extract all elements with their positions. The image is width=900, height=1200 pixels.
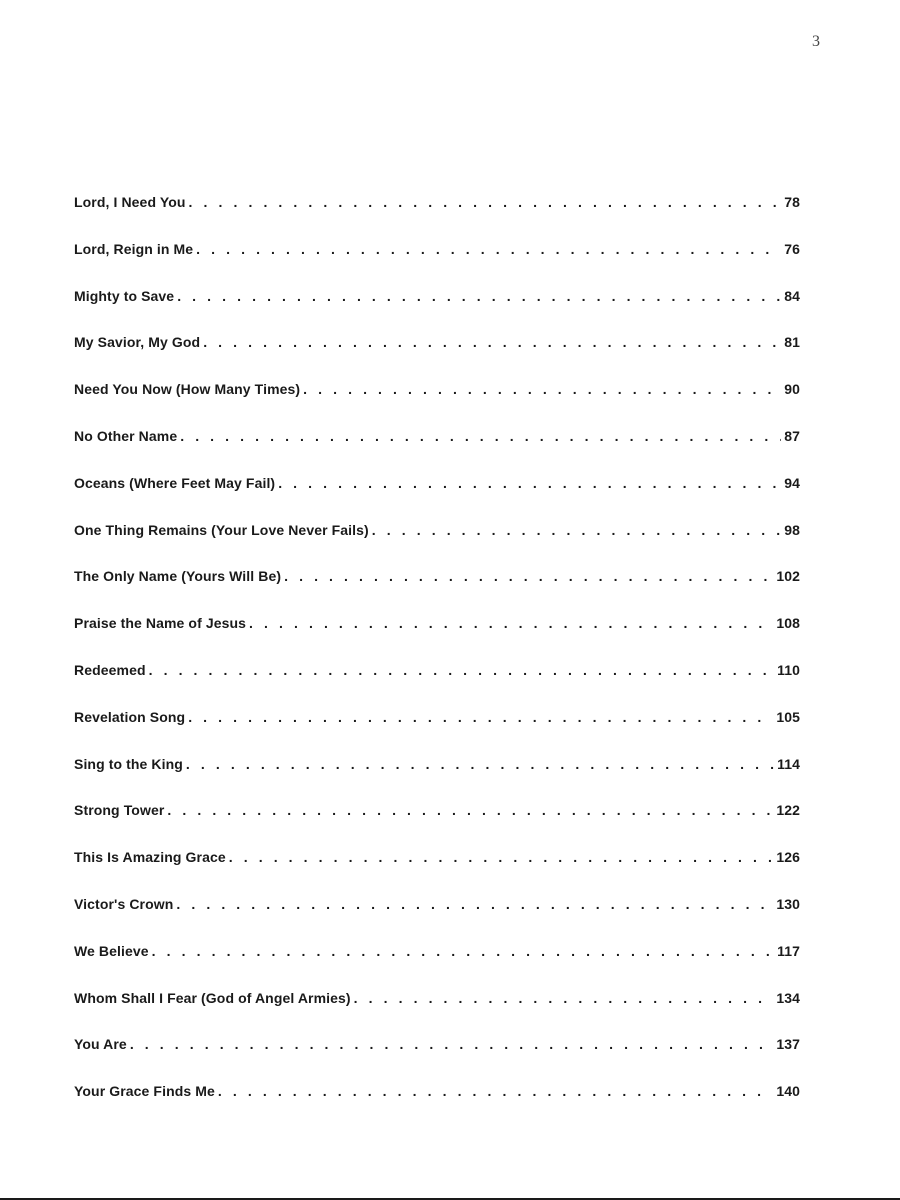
toc-entry-title: My Savior, My God [74,334,201,351]
toc-entry-page: 140 [776,1083,800,1100]
toc-entry[interactable] [74,943,800,990]
dot-leader [176,896,773,912]
toc-entry[interactable] [74,615,800,662]
toc-entry-page: 130 [776,895,800,912]
dot-leader [372,522,781,538]
toc-entry[interactable] [74,241,800,288]
toc-entry-page: 105 [776,708,800,725]
toc-entry[interactable] [74,334,800,381]
toc-entry[interactable] [74,194,800,241]
dot-leader [218,1083,773,1099]
toc-entry[interactable] [74,568,800,615]
toc-entry-title: Redeemed [74,661,146,678]
toc-entry-page: 110 [777,661,800,678]
page-number: 3 [812,33,820,50]
toc-entry[interactable] [74,709,800,756]
toc-entry[interactable] [74,896,800,943]
toc-entry-title: Strong Tower [74,802,165,819]
toc-entry[interactable] [74,381,800,428]
toc-entry-title: Oceans (Where Feet May Fail) [74,474,276,491]
toc-entry-title: Whom Shall I Fear (God of Angel Armies) [74,989,351,1006]
toc-entry[interactable] [74,522,800,569]
dot-leader [203,334,781,350]
dot-leader [249,615,773,631]
toc-entry-title: Revelation Song [74,708,186,725]
dot-leader [284,568,773,584]
toc-entry-page: 90 [784,381,800,398]
toc-entry-title: Sing to the King [74,755,183,772]
toc-entry-title: The Only Name (Yours Will Be) [74,568,282,585]
toc-entry-title: You Are [74,1036,127,1053]
dot-leader [177,288,781,304]
dot-leader [130,1036,774,1052]
dot-leader [186,756,774,772]
dot-leader [180,428,781,444]
toc-entry-title: Lord, I Need You [74,194,186,210]
toc-entry-page: 76 [784,240,800,257]
toc-entry-page: 84 [784,287,800,304]
toc-entry-title: Your Grace Finds Me [74,1083,215,1100]
table-of-contents [74,194,800,1130]
toc-entry-page: 134 [776,989,800,1006]
dot-leader [303,381,781,397]
toc-entry[interactable] [74,475,800,522]
toc-entry-page: 137 [776,1036,800,1053]
toc-entry-page: 81 [784,334,800,351]
toc-entry-page: 87 [784,427,800,444]
toc-entry[interactable] [74,662,800,709]
toc-entry-title: Mighty to Save [74,287,175,304]
toc-entry[interactable] [74,990,800,1037]
dot-leader [188,709,773,725]
toc-entry[interactable] [74,802,800,849]
toc-entry[interactable] [74,756,800,803]
toc-entry-page: 98 [784,521,800,538]
toc-entry-title: Praise the Name of Jesus [74,615,247,632]
toc-entry-title: One Thing Remains (Your Love Never Fails) [74,521,369,538]
toc-entry[interactable] [74,1083,800,1130]
dot-leader [189,194,782,210]
toc-entry-page: 108 [776,615,800,632]
toc-entry[interactable] [74,288,800,335]
dot-leader [196,241,781,257]
dot-leader [152,943,774,959]
dot-leader [278,475,781,491]
dot-leader [167,802,773,818]
toc-entry-title: We Believe [74,942,149,959]
toc-entry[interactable] [74,1036,800,1083]
toc-entry-page: 102 [776,568,800,585]
toc-entry-page: 78 [784,194,800,210]
toc-entry-title: Need You Now (How Many Times) [74,381,301,398]
dot-leader [229,849,774,865]
toc-entry[interactable] [74,428,800,475]
toc-entry-page: 122 [776,802,800,819]
toc-entry-page: 94 [784,474,800,491]
toc-entry-title: Lord, Reign in Me [74,240,194,257]
toc-entry-page: 126 [776,849,800,866]
toc-entry-page: 114 [777,755,800,772]
toc-entry-title: This Is Amazing Grace [74,849,226,866]
toc-entry-title: Victor's Crown [74,895,174,912]
toc-entry-page: 117 [777,942,800,959]
toc-entry[interactable] [74,849,800,896]
dot-leader [354,990,774,1006]
dot-leader [149,662,775,678]
toc-entry-title: No Other Name [74,427,178,444]
